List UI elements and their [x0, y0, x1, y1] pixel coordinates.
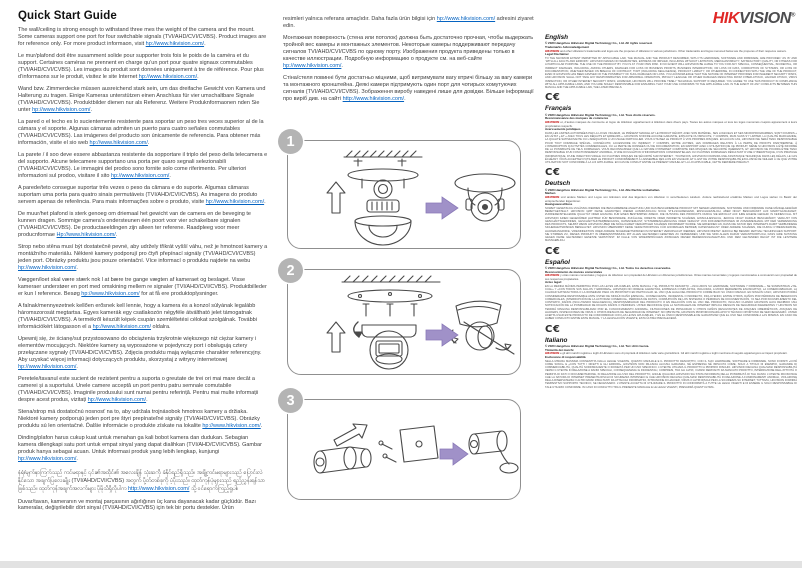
- ce-mark-icon: C€: [545, 92, 561, 104]
- paragraph-text: .: [90, 106, 92, 113]
- guide-paragraph: [18, 119, 268, 147]
- legal-section: [545, 259, 797, 335]
- paragraph-text: နံရံ/မျက်နှာကြက်သည် ကင်မရာနှင့် ၎င်း၏အထိုင်၏ အလေးချိန် သုံးဆကို ခံနိုင်ရည်ရှိသည်။ အချို့ကင်မရာများသည် ပြောင်းလဲနိုင်သော အချက်ပြလေးမျိုး (TVI/AHD/CVI/CVBS) အတွက် ပို့တ်တစ်ခုကို ပံ့ပိုးသည်။ ထုတ်ကုန်ပုံများသည် ရည်ညွှန်းရန်သာ ဖြစ်သည်။ ထုတ်ကုန်အချက်အလက်များ ပိုမိုသိရှိလိုပါက: [18, 469, 265, 492]
- step-arrow-icon: [440, 443, 468, 465]
- step-number-badge: 2: [278, 258, 303, 283]
- paragraph-text: .: [76, 456, 78, 463]
- trademark-body: und andere Marken und Logos von Hikvision sind das Eigentum von Hikvision in verschiedenen Ländern. Andere nachstehend erwähnte Marken und Logos stehen im Besitz der entsprechenden Eigentümer.: [545, 195, 797, 203]
- hikvision-link[interactable]: http://www.hikvision.com/: [342, 95, 405, 102]
- trademark-body: et, d’autres marques de commerce et logos de Hikvision appartiennent à Hikvision dans divers pays. Toutes les autres marques et tous les logos menonnés ci-après apparennent à leurs propriétaires respecfs.: [545, 120, 797, 128]
- paragraph-text: .: [146, 397, 148, 404]
- bullet-camera-install-illustration: [288, 400, 520, 499]
- hikvision-logo: [545, 10, 795, 28]
- guide-paragraph: [18, 499, 268, 513]
- guide-paragraph: [18, 152, 268, 180]
- trademark-body: e gli altri marchi registra e loghi di Hikvision sono di proprietà di Hikvision nelle varie giurisdizioni. Gli altri marchi registra e loghi menziona di seguito appartengono ai rispevi proprietari.: [559, 351, 788, 356]
- hikvision-link[interactable]: hp://www.hikvision.com/: [89, 139, 148, 146]
- hikvision-link[interactable]: hp://www.hikvision.com/: [18, 265, 77, 272]
- trademark-body: and other Hikvision’s trademarks and logos are the properes of Hikvision in various jurisdicons. Other trademarks and logos menoned below are the properes of their respecve owners.: [559, 48, 787, 53]
- paragraph-text: .: [404, 95, 406, 102]
- hikvision-link[interactable]: hp://www.hikvision.com/: [283, 62, 342, 69]
- hikvision-link[interactable]: hp://www.hikvision.com/: [145, 40, 205, 47]
- language-sections: [545, 34, 797, 389]
- hikvision-link[interactable]: hp://www.hikvision.com/: [436, 16, 496, 22]
- page-bottom-edge: [0, 561, 802, 568]
- paragraph-text: .: [147, 139, 150, 146]
- ce-mark-icon: C€: [545, 245, 561, 257]
- install-step-1-panel: [286, 133, 521, 249]
- paragraph-text: .: [115, 232, 118, 238]
- trademark-heading: Marken: [545, 191, 556, 196]
- legal-section: [545, 105, 797, 178]
- hikvision-link[interactable]: hp://www.hikvision.com/: [32, 106, 91, 113]
- disclaimer-text: SOWEIT GESETZLICH ZULÄSSIG WERDEN DIE BESCHRIEBENE ANLEITUNG UND DAS BESCHRIEBENE PRODUKT MIT SEINER HARDWARE, SOFTWARE UND FIRMWARE OHNE MÄNGELGEWÄHR BEREITGESTELLT. HIKVISION GIBT KEINE GARANTIEN, WEDER AUSDRÜCKLICH NOCH STILLSCHWEIGEND, EINSCHLIESSLICH, ABER NICHT BESCHRÄNKT AUF MARKTGÄNGIGKEIT, ZUFRIEDENSTELLENDE QUALITÄT ODER EIGNUNG FÜR EINEN BESTIMMTEN ZWECK. DIE NUTZUNG DES PRODUKTS DURCH SIE ERFOLGT AUF IHRE EIGENE GEFAHR. IN KEINEM FALL IST HIKVISION IHNEN GEGENÜBER HAFTBAR FÜR BESONDERE, ZUFÄLLIGE, DIREKTE ODER INDIREKTE SCHÄDEN, EINSCHLIESSLICH, JEDOCH NICHT DARAUF BESCHRÄNKT, VERLUST VON GESCHÄFTSGEWINNEN, GESCHÄFTSUNTERBRECHUNG, DATENVERLUST, SYSTEMBESCHÄDIGUNG ODER VERLUST VON DOKUMENTATIONEN IM ZUSAMMENHANG MIT DER VERWENDUNG DES PRODUKTS, SELBST WENN HIKVISION ÜBER DIE MÖGLICHKEIT DERARTIGER SCHÄDEN INFORMIERT WURDE. SIE ERKENNEN AN, DASS DIE NATUR DES INTERNETS DAMIT VERBUNDENE SICHERHEITSRISIKEN BEINHALTET. HIKVISION ÜBERNIMMT KEINE VERANTWORTUNG FÜR ANORMALEN BETRIEB, DATENVERLUST ODER ANDERE SCHÄDEN, DIE DURCH CYBERANGRIFFE, HACKERANGRIFFE, VIRENINFEKTION ODER ANDERE SICHERHEITSRISIKEN IM INTERNET VERURSACHT WERDEN; HIKVISION BIETET JEDOCH BEI BEDARF ZEITNAH TECHNISCHEN SUPPORT. SIE STIMMEN ZU, DIESES PRODUKT IN ÜBEREINSTIMMUNG MIT ALLEN GELTENDEN GESETZEN ZU VERWENDEN, UND SIE SIND ALLEIN DAFÜR VERANTWORTLICH, DASS IHRE NUTZUNG GEGEN KEINE GELTENDEN GESETZE VERSTÖSST. IM FALLE VON WIDERSPRÜCHEN ZWISCHEN DIESER BEDIENUNGSANLEITUNG UND DEM GELTENDEN RECHT IST DIE LETZTERE MASSGEBLICH.: [545, 206, 797, 243]
- trademark-heading: Trademarks Acknowledgement: [545, 44, 590, 49]
- disclaimer-heading: Aviso legal:: [545, 280, 562, 285]
- page-title: Quick Start Guide: [18, 10, 117, 22]
- guide-paragraph: [283, 16, 535, 30]
- paragraph-text: .: [260, 423, 263, 430]
- brand-name: HIKVISION: [545, 273, 560, 278]
- trademark-text: [545, 196, 797, 203]
- guide-paragraph: [283, 75, 535, 103]
- hikvision-link[interactable]: hp://www.hikvision.com/: [205, 198, 265, 205]
- brand-name: HIKVISION: [545, 351, 560, 356]
- paragraph-text: .: [197, 73, 199, 80]
- hikvision-link[interactable]: Hp://www.hikvision.com/: [56, 232, 116, 238]
- copyright-line: © 2020 Hangzhou Hikvision Digital Technology Co., Ltd. Alle Rechte vorbehalten.: [545, 187, 661, 192]
- trademark-text: [545, 121, 797, 128]
- disclaimer-heading: Haungsausschluss: [545, 201, 573, 206]
- paragraph-text: .: [169, 172, 171, 179]
- left-text-column: [18, 10, 268, 518]
- language-heading: Deutsch: [545, 180, 571, 188]
- legal-section: [545, 337, 797, 389]
- paragraph-text: resimleri yalnıca referans amaçlıdır. Daha fazla ürün bilgisi için: [283, 16, 437, 22]
- language-heading: English: [545, 34, 569, 41]
- paragraph-text: .: [76, 265, 78, 272]
- paragraph-text: La pared o el techo es lo sucientemente resistente para soportar un peso tres veces superior al de la cámara y el soporte. Algunas cámaras admiten un puerto para cuatro señales conmutables (TVI/AHD/CVI/CVBS). Las imágenes del producto son únicamente de referencia. Para obtener más información, visite el sio web: [18, 119, 264, 146]
- step-number-badge: 1: [278, 129, 303, 154]
- install-step-2-panel: [286, 262, 521, 375]
- trademark-heading: Reconocimiento de marcas comerciales: [545, 269, 603, 274]
- hikvision-link[interactable]: hp://www.hikvision.com/: [18, 456, 77, 463]
- guide-paragraph: [18, 277, 268, 298]
- hikvision-link[interactable]: hp://www.hikvision.com/: [92, 324, 151, 331]
- language-heading: Italiano: [545, 336, 568, 344]
- paragraph-text: adresini ziyaret edin.: [283, 16, 534, 29]
- paragraph-text: La parete / il soo deve essere abbastanza resistente da sopportare il triplo del peso della telecamera e del supporto. Alcune telecamere supportano una porta per quaro segnali selezionabili (TVI/AHD/CVI/CVBS). Le immagini del prodoo sono fornite solo come riferimento. Per ulteriori informazioni sul prodoo, visitare il sito: [18, 152, 268, 179]
- logo-hik-text: HIK: [712, 10, 740, 27]
- install-step-3-panel: [286, 392, 521, 500]
- paragraph-text: for at få ere produktoplysninger.: [139, 291, 219, 298]
- hikvision-link[interactable]: hp://www.hikvision.com/: [81, 291, 140, 298]
- left-paragraphs: [18, 27, 268, 512]
- trademark-heading: Reconnaissance des marques de commerce: [545, 116, 609, 121]
- hikvision-link[interactable]: hp://www.hikvision.com/: [202, 423, 261, 430]
- paragraph-text: .: [76, 364, 78, 371]
- hikvision-link[interactable]: hp://www.hikvision.com/: [138, 73, 198, 80]
- paragraph-text: Peretele/tavanul este sucient de rezistent pentru a suporta o greutate de trei ori mai mare decât a camerei și a suportului. Unele camere acceptă un port pentru patru semnale comutabile (TVI/AHD/CVI/CVBS). Imaginile produsului sunt numai pentru referință. Pentru mai multe informații despre acest produs, vizitați: [18, 376, 259, 404]
- guide-paragraph: [18, 27, 268, 48]
- language-heading: Français: [545, 105, 572, 113]
- brand-name: HIKVISION: [545, 195, 560, 200]
- disclaimer-text: NELLA MISURA MASSIMA CONSENTITA DALLA LEGGE VIGENTE, QUESTO MANUALE E IL PRODOTTO DESCRITTO, CON IL SUO HARDWARE, SOFTWARE E FIRMWARE, SONO FORNITI «COSÌ COME SONO» E «CON TUTTI I DIFETTI E GLI ERRORI». HIKVISION NON RILASCIA ALCUNA GARANZIA, NÉ ESPRESSA NÉ IMPLICITA COME, SOLO A TITOLO DI ESEMPIO, GARANZIE DI COMMERCIABILITÀ, QUALITÀ SODDISFACENTE O IDONEITÀ PER UN USO SPECIFICO. L’UTENTE UTILIZZA IL PRODOTTO A PROPRIO RISCHIO. HIKVISION DECLINA QUALSIASI RESPONSABILITÀ VERSO L’UTENTE IN RELAZIONE A DANNI SPECIALI, CONSEQUENZIALI E INCIDENTALI, COMPRESI, TRA GLI ALTRI, I DANNI DERIVANTI DA MANCATO PROFITTO, INTERRUZIONE DELL’ATTIVITÀ O PERDITA DI DATI O DOCUMENTAZIONE, IN RELAZIONE ALL’USO DEL PRODOTTO, ANCHE QUALORA HIKVISION SIA STATA INFORMATA DELLA POSSIBILITÀ DI TALI DANNI. L’UTENTE RICONOSCE CHE LA NATURA DI INTERNET PRESENTA RISCHI DI SICUREZZA INTRINSECI E CHE HIKVISION DECLINA QUALSIASI RESPONSABILITÀ IN RELAZIONE A FUNZIONAMENTI ANOMALI, VIOLAZIONE DELLA RISERVATEZZA O ALTRI DANNI RISULTANTI DA ATTACCHI INFORMATICI, INTRUSIONE DI HACKER, VIRUS O ALTRI RISCHI PER LA SICUREZZA SU INTERNET; TUTTAVIA, HIKVISION FORNIRÀ TEMPESTIVO SUPPORTO TECNICO, SE NECESSARIO. L’UTENTE ACCETTA DI UTILIZZARE IL PRODOTTO IN CONFORMITÀ A TUTTE LE LEGGI VIGENTI E DI ESSERE IL SOLO RESPONSABILE DI TALE UTILIZZO CONFORME. IN CASO DI CONFLITTO TRA IL PRESENTE MANUALE E LE LEGGI VIGENTI, PREVARRÀ QUEST’ULTIMA.: [545, 359, 797, 389]
- paragraph-text: Duvar/tavan, kameranın ve montaj parçasının ağırlığının üç kana dayanacak kadar güçlüdür. Bazı kameralar, değişrilebilir dört sinyal (TVI/AHD/CVI/CVBS) için tek bir portu destekler. Ürün: [18, 498, 256, 512]
- paragraph-text: သို့ ဝင်ရောက်ကြည့်ရှုပါ။: [189, 485, 239, 492]
- brand-name: HIKVISION: [545, 48, 560, 53]
- paragraph-text: Væggen/loet skal være stærk nok l at bære tre gange vægten af kameraet og beslaget. Visse kameraer understøer en port med omskining mellem re signaler (TVI/AHD/CVI/CVBS). Produktbilleder er kun l reference. Besøg: [18, 277, 267, 298]
- disclaimer-text: EN LA MEDIDA MÁXIMA PERMITIDA POR LAS LEYES APLICABLES, ESTE MANUAL Y EL PRODUCTO DESCRITO —INCLUIDOS SU HARDWARE, SOFTWARE Y FIRMWARE— SE SUMINISTRAN «TAL CUAL» Y «CON TODOS SUS FALLOS Y ERRORES». HIKVISION NO OFRECE GARANTÍAS, EXPRESAS O IMPLÍCITAS, INCLUIDAS, A MODO MERAMENTE ENUNCIATIVO, LA COMERCIABILIDAD, LA CALIDAD SATISFACTORIA O LA IDONEIDAD PARA UN PROPÓSITO EN PARTICULAR. EL USO QUE HAGA DEL PRODUCTO CORRE BAJO SU ÚNICO RIESGO. EN NINGÚN CASO, HIKVISION PODRÁ CONSIDERARSE RESPONSABLE ANTE USTED DE NINGÚN DAÑO ESPECIAL, CONSECUENTE, INCIDENTAL O INDIRECTO, INCLUYENDO, ENTRE OTROS, DAÑOS POR PÉRDIDAS DE BENEFICIOS COMERCIALES, INTERRUPCIÓN DE LA ACTIVIDAD COMERCIAL, PÉRDIDAS DE DATOS, CORRUPCIÓN DE LOS SISTEMAS O PÉRDIDAS DE DOCUMENTACIÓN, YA SEA POR INCUMPLIMIENTO DEL CONTRATO, DAÑOS (INCLUYENDO NEGLIGENCIA), RESPONSABILIDAD DEL PRODUCTO O EN RELACIÓN CON EL USO DEL PRODUCTO, INCLUSO CUANDO HIKVISION HAYA RECIBIDO UNA NOTIFICACIÓN DE LA POSIBILIDAD DE DICHOS DAÑOS O PÉRDIDAS. USTED RECONOCE QUE LA NATURALEZA DE INTERNET IMPLICA RIESGOS DE SEGURIDAD INHERENTES Y HIKVISION NO TENDRÁ NINGUNA RESPONSABILIDAD POR EL FUNCIONAMIENTO ANORMAL, FILTRACIONES DE PRIVACIDAD U OTROS DAÑOS RESULTANTES DE ATAQUES CIBERNÉTICOS, ATAQUES DE HACKERS, INSPECCIONES DE VIRUS U OTROS RIESGOS DE SEGURIDAD DE INTERNET; NO OBSTANTE, HIKVISION PROPORCIONARÁ APOYO TÉCNICO OPORTUNO DE SER NECESARIO. USTED ACEPTA USAR ESTE PRODUCTO DE CONFORMIDAD CON LAS LEYES APLICABLES, Y ES EL ÚNICO RESPONSABLE DE GARANTIZAR QUE EL USO SEA CONFORME A LAS MISMAS. EN CASO DE HABER CONFLICTO ENTRE ESTE MANUAL Y LA LEGISLACIÓN VIGENTE, ESTA ÚLTIMA PREVALECERÁ.: [545, 284, 797, 321]
- paragraph-text: Монтажная поверхность (стена или потолок) должна быть достаточно прочная, чтобы выдержать тройной вес камеры и монтажных элементов. Некоторые камеры поддерживают передачу сигналов TVI/AHD/CVI/CVBS по одному порту. Изображения продукта приведены только в качестве иллюстрации. Подробную информацию о продукте см. на веб-сайте: [283, 35, 534, 62]
- disclaimer-text: TO THE MAXIMUM EXTENT PERMITTED BY APPLICABLE LAW, THE MANUAL AND THE PRODUCT DESCRIBED, WITH ITS HARDWARE, SOFTWARE AND FIRMWARE, ARE PROVIDED “AS IS” AND “WITH ALL FAULTS AND ERRORS”. HIKVISION MAKES NO WARRANTIES, EXPRESS OR IMPLIED, INCLUDING WITHOUT LIMITATION, MERCHANTABILITY, SATISFACTORY QUALITY, OR FITNESS FOR A PARTICULAR PURPOSE. THE USE OF THE PRODUCT BY YOU IS AT YOUR OWN RISK. IN NO EVENT WILL HIKVISION BE LIABLE TO YOU FOR ANY SPECIAL, CONSEQUENTIAL, INCIDENTAL, OR INDIRECT DAMAGES, INCLUDING, AMONG OTHERS, DAMAGES FOR LOSS OF BUSINESS PROFITS, BUSINESS INTERRUPTION, OR LOSS OF DATA, CORRUPTION OF SYSTEMS, OR LOSS OF DOCUMENTATION, WHETHER BASED ON BREACH OF CONTRACT, TORT (INCLUDING NEGLIGENCE), PRODUCT LIABILITY, OR OTHERWISE, IN CONNECTION WITH THE USE OF THE PRODUCT, EVEN IF HIKVISION HAS BEEN ADVISED OF THE POSSIBILITY OF SUCH DAMAGES OR LOSS. YOU ACKNOWLEDGE THAT THE NATURE OF INTERNET PROVIDES FOR INHERENT SECURITY RISKS, AND HIKVISION SHALL NOT TAKE ANY RESPONSIBILITIES FOR ABNORMAL OPERATION, PRIVACY LEAKAGE OR OTHER DAMAGES RESULTING FROM CYBER-ATTACK, HACKER ATTACK, VIRUS INSPECTION, OR OTHER INTERNET SECURITY RISKS; HOWEVER, HIKVISION WILL PROVIDE TIMELY TECHNICAL SUPPORT IF REQUIRED. YOU AGREE TO USE THIS PRODUCT IN COMPLIANCE WITH ALL APPLICABLE LAWS, AND YOU ARE SOLELY RESPONSIBLE FOR ENSURING THAT YOUR USE CONFORMS TO THE APPLICABLE LAW. IN THE EVENT OF ANY CONFLICTS BETWEEN THIS MANUAL AND THE APPLICABLE LAW, THE LATER PREVAILS.: [545, 56, 797, 90]
- logo-vision-text: VISION: [739, 10, 791, 27]
- step-number-badge: 3: [278, 388, 303, 413]
- registered-mark-icon: ®: [790, 12, 795, 19]
- paragraph-text: .: [264, 198, 266, 205]
- guide-paragraph: [283, 35, 535, 70]
- disclaimer-heading: Legal Disclaimer: [545, 52, 569, 57]
- ce-mark-icon: C€: [545, 323, 561, 335]
- legal-section: [545, 34, 797, 103]
- copyright-line: © 2020 Hangzhou Hikvision Digital Technology Co., Ltd. Tui i dirii riserva.: [545, 343, 650, 348]
- guide-paragraph: [18, 469, 268, 494]
- copyright-line: © 2020 Hangzhou Hikvision Digital Technology Co., Ltd. Todos los derechos reservados.: [545, 265, 672, 270]
- paragraph-text: Strop nebo stěna musí být dostatečně pevné, aby udržely třikrát vyšší váhu, než je hmotnost kamery a montážního materiálu. Některé kamery podporují pro čtyři přepínací signály (TVI/AHD/CVI/CVBS) jeden port. Obrázky produktu jsou pouze orientační. Více informací o produktu najdete na webu: [18, 244, 268, 265]
- paragraph-text: Dinding/plafon harus cukup kuat untuk menahan ga kali bobot kamera dan dudukan. Sebagian kamera dilengkapi satu port untuk empat sinyal yang dapat dialihkan (TVI/AHD/CVI/CVBS). Gambar produk hanya sebagai acuan. Untuk informasi produk yang lebih lengkap, kunjungi: [18, 435, 262, 456]
- guide-paragraph: [18, 211, 268, 239]
- guide-paragraph: [18, 244, 268, 272]
- trademark-heading: Titolarità dei marchi: [545, 347, 574, 352]
- hikvision-link[interactable]: hp://www.hikvision.com/: [87, 397, 147, 404]
- guide-paragraph: [18, 303, 268, 331]
- guide-paragraph: [18, 435, 268, 463]
- step-arrow-icon: [426, 324, 458, 346]
- paragraph-text: .: [341, 62, 343, 69]
- paragraph-text: A parede/teto consegue suportar três vezes o peso da câmara e do suporte. Algumas câmaras suportam uma porta para quatro sinais permutáveis (TVI/AHD/CVI/CVBS). As imagens do produto servem apenas de referência. Para mais informações sobre o produto, visite: [18, 185, 258, 205]
- right-legal-column: [545, 8, 797, 390]
- language-heading: Español: [545, 258, 570, 266]
- hikvision-link[interactable]: http://www.hikvision.com/: [127, 485, 190, 492]
- hikvision-link[interactable]: hp://www.hikvision.com/: [18, 364, 77, 371]
- paragraph-text: Стіна/стеля повинні бути достатньо міцними, щоб витримувати вагу втричі більшу за вагу камери та монтажного кронштейна. Деякі камери підтримують один порт для чотирьох комутуючих сигналів (TVI/AHD/CVI/CVBS). Зображення виробу наведені лише для довідки. Більше інформації про виріб див. на сайті: [283, 75, 534, 102]
- ce-mark-icon: C€: [545, 167, 561, 179]
- paragraph-text: The wall/ceiling is strong enough to withstand three mes the weight of the camera and the mount. Some cameras support one port for four switchable signals (TVI/AHD/CVI/CVBS). Product images are for reference only. For more product informaon, visit: [18, 27, 267, 47]
- copyright-line: © 2020 Hangzhou Hikvision Digital Technology Co., Ltd. All rights reserved.: [545, 41, 653, 46]
- step-arrow-icon: [426, 197, 458, 219]
- disclaimer-heading: Esclusione di responsabilità: [545, 354, 586, 359]
- guide-paragraph: [18, 185, 268, 206]
- middle-text-column: [283, 16, 535, 108]
- paragraph-text: oldalra.: [150, 324, 171, 331]
- middle-paragraphs: [283, 16, 535, 103]
- paragraph-text: Stena/strop má dostatočnú nosnosť na to, aby udržala trojnásobok hmotnos kamery a držiaka. Niektoré kamery podporujú jeden port pre štyri prepínateľné signály (TVI/AHD/CVI/CVBS). Obrázky produktu sú len orientačné. Ďalšie informácie o produkte získate na lokalite: [18, 409, 260, 430]
- copyright-line: © 2020 Hangzhou Hikvision Digital Technology Co., Ltd. Tous droits réservés.: [545, 112, 656, 117]
- guide-paragraph: [18, 53, 268, 81]
- turret-camera-install-illustration: [288, 270, 520, 374]
- paragraph-text: A falnak/mennyezetnek kellően erősnek kell lennie, hogy a kamera és a konzol súlyának legalább háromszorosát megtartsa. Egyes kamerák egy csatlakozón négyféle átváltható jelet támogatnak (TVI/AHD/CVI/CVBS). A termékről készült képek csupán szemléltetési célokat szolgálnak. További információkért látogasson el a: [18, 303, 257, 331]
- brand-name: HIKVISION: [545, 120, 560, 125]
- legal-section: [545, 180, 797, 256]
- paragraph-text: .: [204, 40, 206, 47]
- trademark-text: [545, 274, 797, 281]
- disclaimer-text: DANS LES LIMITES AUTORISÉES PAR LA LOI EN VIGUEUR, LE PRÉSENT MANUEL ET LE PRODUIT DÉCRIT, AVEC SON MATÉRIEL, SES LOGICIELS ET SES MICROPROGRAMMES, SONT FOURNIS « EN L’ÉTAT » ET « AVEC TOUS LES DÉFAUTS ET ERREURS ». HIKVISION N’OFFRE AUCUNE GARANTIE, EXPLICITE OU IMPLICITE, Y COMPRIS, MAIS SANS S’Y LIMITER, LA QUALITÉ MARCHANDE, LA QUALITÉ SATISFAISANTE OU L’ADÉQUATION À UN USAGE PARTICULIER. VOUS UTILISEZ LE PRODUIT À VOS PROPRES RISQUES. EN AUCUN CAS, HIKVISION NE SERA TENU RESPONSABLE POUR TOUT DOMMAGE SPÉCIAL, CONSÉCUTIF, ACCESSOIRE OU INDIRECT, Y COMPRIS, ENTRE AUTRES, LES DOMMAGES RELATIFS À LA PERTE DE PROFITS D’ENTREPRISE, À L’INTERRUPTION D’ACTIVITÉS COMMERCIALES, OU LA PERTE DE DONNÉES OU DE DOCUMENTATION, EN RAPPORT AVEC L’UTILISATION DE CE PRODUIT, MÊME SI HIKVISION A ÉTÉ INFORMÉ DE LA POSSIBILITÉ DE TELS DOMMAGES. VOUS RECONNAISSEZ QUE LA NATURE D’INTERNET COMPORTE DES RISQUES DE SÉCURITÉ INHÉRENTS, ET HIKVISION NE POURRA ÊTRE TENU RESPONSABLE D’UN FONCTIONNEMENT ANORMAL, D’UNE DIVULGATION D’INFORMATIONS CONFIDENTIELLES OU D’AUTRES DOMMAGES RÉSULTANT D’UNE CYBERATTAQUE, D’UN PIRATAGE INFORMATIQUE, D’UNE INFECTION VIRALE OU D’AUTRES RISQUES DE SÉCURITÉ SUR INTERNET ; TOUTEFOIS, HIKVISION FOURNIRA UNE ASSISTANCE TECHNIQUE DANS LES DÉLAIS, LE CAS ÉCHÉANT. VOUS ACCEPTEZ D’UTILISER LE PRODUIT CONFORMÉMENT À L’ENSEMBLE DES LOIS EN VIGUEUR, ET IL EST DE VOTRE RESPONSABILITÉ EXCLUSIVE DE VEILLER À CE QUE VOTRE UTILISATION SOIT CONFORME À LA LOI APPLICABLE. EN CAS DE CONFLIT ENTRE LE PRÉSENT MANUEL ET LA LOI APPLICABLE, CETTE DERNIÈRE PRÉVAUT.: [545, 131, 797, 165]
- guide-paragraph: [18, 409, 268, 430]
- hikvision-link[interactable]: hp://www.hikvision.com/: [110, 172, 170, 179]
- paragraph-text: De muur/het plafond is sterk genoeg om driemaal het gewicht van de camera en de beveging te kunnen dragen. Sommige camera’s ondersteunen één poort voor vier schakelbare signalen (TVI/AHD/CVI/CVBS). De productaeeldingen zijn alleen ter referene. Raadpleeg voor meer producnformae: [18, 211, 251, 238]
- dome-camera-install-illustration: [288, 141, 520, 248]
- paragraph-text: Wand bzw. Zimmerdecke müssen ausreichend stark sein, um das dreifache Gewicht von Kamera und Halterung zu tragen. Einige Kameras unterstützen einen Anschluss für vier umschaltbare Signale (TVI/AHD/CVI/CVBS). Produktbilder dienen nur als Referenz. Weitere Produknformaonen nden Sie unter: [18, 86, 266, 113]
- guide-paragraph: [18, 376, 268, 404]
- disclaimer-heading: Averssements juridiques: [545, 127, 581, 132]
- paragraph-text: Le mur/plafond doit être susamment solide pour supporter trois fois le poids de la caméra et du support. Certaines caméras ne prennent en charge qu’un port pour quatre signaux commutables (TVI/AHD/CVI/CVBS). Les images du produit sont données uniquement à tre de référence. Pour plus d’informaons sur le produit, visitez le site Internet: [18, 53, 264, 80]
- guide-paragraph: [18, 336, 268, 371]
- trademark-body: y otras marcas comerciales y logopos de Hikvision son propiedad de Hikvision en diferentes jurisdicciones. Otras marcas comerciales y logopos mencionados a connuación son propiedad de sus respecvos propietarios.: [545, 273, 797, 281]
- trademark-text: [545, 50, 797, 53]
- guide-paragraph: [18, 86, 268, 114]
- paragraph-text: Upewnij się, że ścianę/sut przystosowano do obciążenia trzykrotnie większego niż ciężar kamery i elementów mocujących. Niektóre kamery są wyposażone w pojedynczy port i obsługują cztery przełączane sygnały (TVI/AHD/CVI/CVBS). Zdjęcia produktu mają wyłącznie charakter referencyjny. Aby uzyskać więcej informacji dotyczących produktu, skorzystaj z witryny internetowej: [18, 336, 262, 364]
